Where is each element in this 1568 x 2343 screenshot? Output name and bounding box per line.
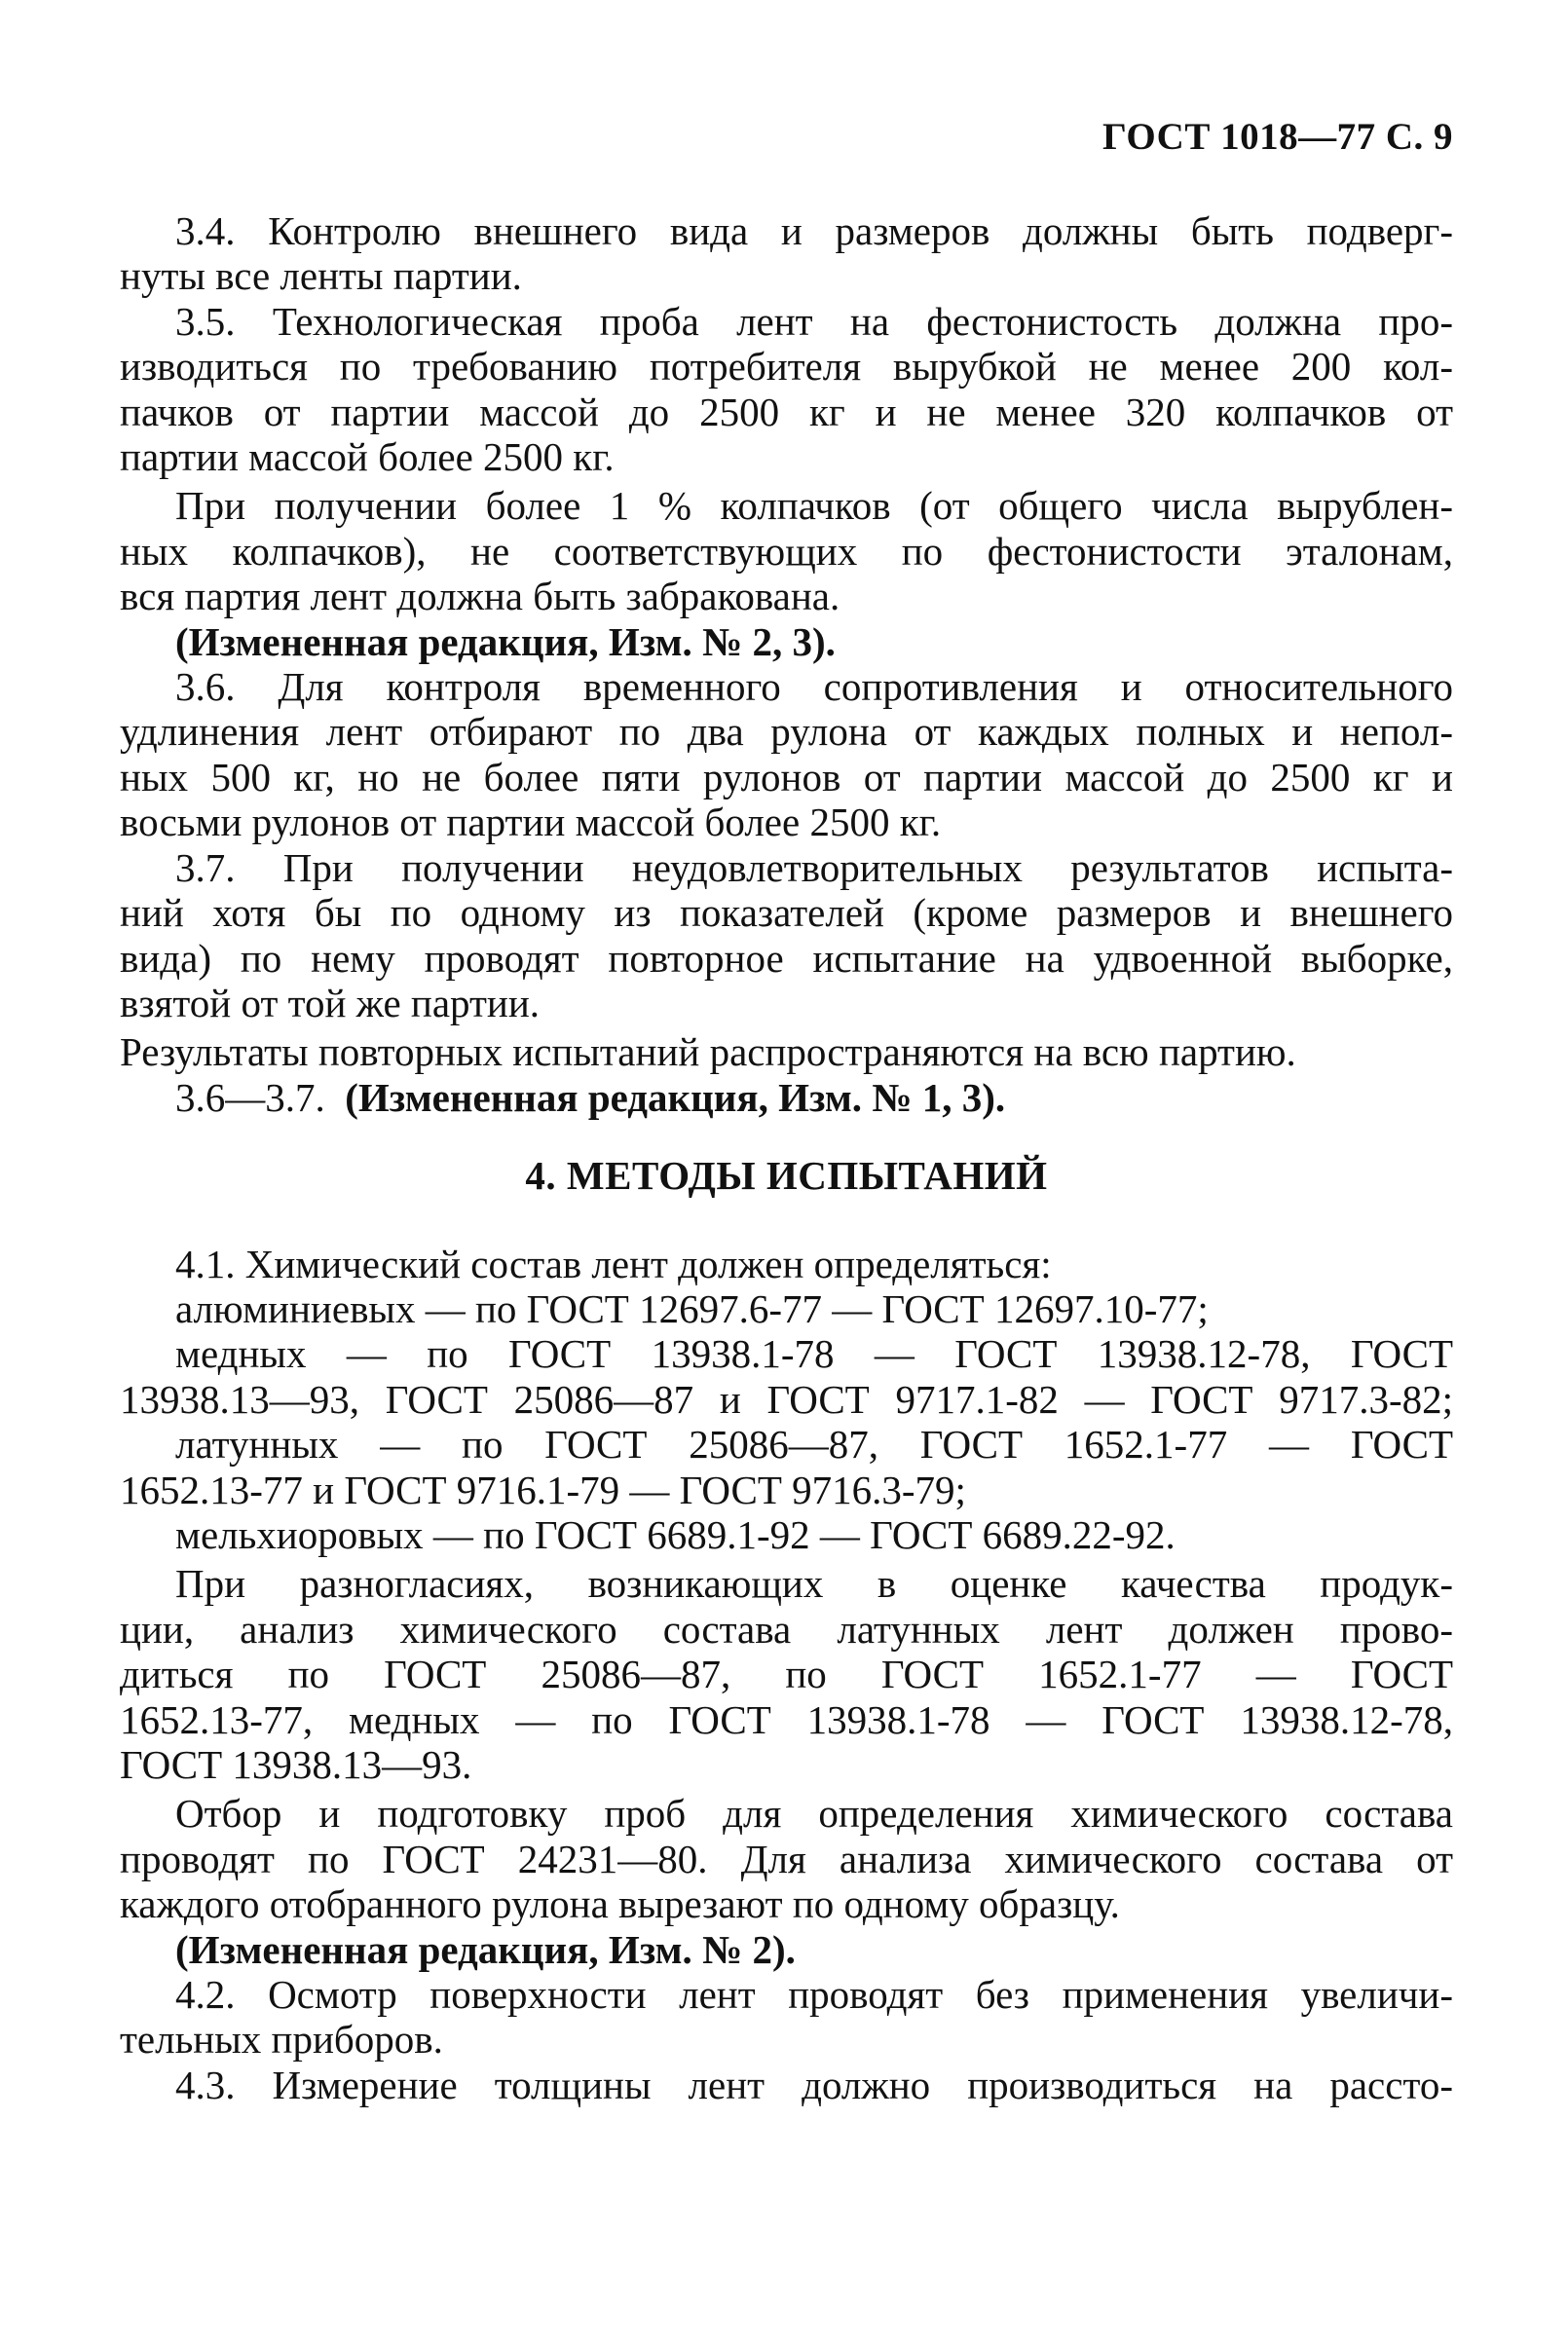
text-line: вся партия лент должна быть забракована.: [120, 574, 840, 619]
text-line: 3.4. Контролю внешнего вида и размеров должны быть подверг-: [175, 208, 1453, 253]
paragraph-3-7-results: Результаты повторных испытаний распространяются на всю партию.: [120, 1029, 1296, 1075]
text-line: 13938.13—93, ГОСТ 25086—87 и ГОСТ 9717.1-82 — ГОСТ 9717.3-82;: [120, 1376, 1453, 1422]
text-line: нуты все ленты партии.: [120, 253, 522, 299]
text-line: ГОСТ 13938.13—93.: [120, 1742, 472, 1787]
text-line: партии массой более 2500 кг.: [120, 434, 615, 480]
text-line: каждого отобранного рулона вырезают по одному образцу.: [120, 1881, 1120, 1927]
amendment-text: (Измененная редакция, Изм. № 1, 3).: [345, 1074, 1006, 1120]
text-line: взятой от той же партии.: [120, 980, 541, 1025]
text-line: 3.6. Для контроля временного сопротивления и относительного: [175, 664, 1453, 710]
text-line: восьми рулонов от партии массой более 2500 кг.: [120, 800, 942, 845]
text-line: диться по ГОСТ 25086—87, по ГОСТ 1652.1-77 — ГОСТ: [120, 1652, 1453, 1697]
text-line: медных — по ГОСТ 13938.1-78 — ГОСТ 13938.12-78, ГОСТ: [175, 1331, 1453, 1377]
text-line: латунных — по ГОСТ 25086—87, ГОСТ 1652.1-77 — ГОСТ: [175, 1422, 1453, 1468]
paragraph-4-1-sampling: [120, 1791, 1453, 1926]
text-line: 1652.13-77, медных — по ГОСТ 13938.1-78 — ГОСТ 13938.12-78,: [120, 1696, 1453, 1742]
page-header: ГОСТ 1018—77 С. 9: [1102, 116, 1453, 158]
text-line: изводиться по требованию потребителя вырубкой не менее 200 кол-: [120, 344, 1453, 390]
text-line: удлинения лент отбирают по два рулона от каждых полных и непол-: [120, 709, 1453, 755]
paragraph-4-1: 4.1. Химический состав лент должен определяться:: [175, 1241, 1052, 1286]
text-line: При разногласиях, возникающих в оценке качества продук-: [175, 1561, 1453, 1607]
paragraph-3-6: [120, 664, 1453, 845]
text-line: тельных приборов.: [120, 2017, 443, 2063]
section-title: 4. МЕТОДЫ ИСПЫТАНИЙ: [525, 1153, 1048, 1199]
list-item-copper: [120, 1331, 1453, 1422]
paragraph-4-2: [120, 1972, 1453, 2063]
paragraph-3-4: [120, 208, 1453, 299]
text-line: 1652.13-77 и ГОСТ 9716.1-79 — ГОСТ 9716.3-79;: [120, 1467, 966, 1512]
text-line: 3.7. При получении неудовлетворительных результатов испыта-: [175, 844, 1453, 890]
text-line: ции, анализ химического состава латунных лент должен прово-: [120, 1606, 1453, 1652]
text-line: 3.5. Технологическая проба лент на фестонистость должна про-: [175, 298, 1453, 344]
text-line: Отбор и подготовку проб для определения химического состава: [175, 1791, 1453, 1837]
text-line: При получении более 1 % колпачков (от общего числа вырублен-: [175, 483, 1453, 529]
list-item-brass: [120, 1422, 1453, 1512]
text-line: ных 500 кг, но не более пяти рулонов от партии массой до 2500 кг и: [120, 754, 1453, 800]
text-line: ний хотя бы по одному из показателей (кроме размеров и внешнего: [120, 890, 1453, 936]
text-line: пачков от партии массой до 2500 кг и не менее 320 колпачков от: [120, 389, 1453, 434]
paragraph-4-3: 4.3. Измерение толщины лент должно производиться на рассто-: [175, 2062, 1453, 2107]
text-line: вида) по нему проводят повторное испытание на удвоенной выборке,: [120, 935, 1453, 981]
document-body: [120, 208, 1453, 2107]
text-line: проводят по ГОСТ 24231—80. Для анализа химического состава от: [120, 1836, 1453, 1881]
text-line: ных колпачков), не соответствующих по фестонистости эталонам,: [120, 528, 1453, 574]
paragraph-3-5: [120, 299, 1453, 480]
amendment-note: (Измененная редакция, Изм. № 2).: [175, 1926, 796, 1972]
list-item-cupronickel: мельхиоровых — по ГОСТ 6689.1-92 — ГОСТ 6689.22-92.: [175, 1511, 1176, 1557]
amendment-range: 3.6—3.7.: [175, 1074, 325, 1120]
paragraph-4-1-disputes: [120, 1561, 1453, 1787]
list-item-aluminium: алюминиевых — по ГОСТ 12697.6-77 — ГОСТ 12697.10-77;: [175, 1285, 1209, 1331]
text-line: 4.2. Осмотр поверхности лент проводят без применения увеличи-: [175, 1972, 1453, 2018]
amendment-note-3-6-3-7: [120, 1075, 1453, 1120]
paragraph-3-5-reject: [120, 483, 1453, 618]
amendment-note: (Измененная редакция, Изм. № 2, 3).: [175, 618, 836, 664]
paragraph-3-7: [120, 845, 1453, 1026]
